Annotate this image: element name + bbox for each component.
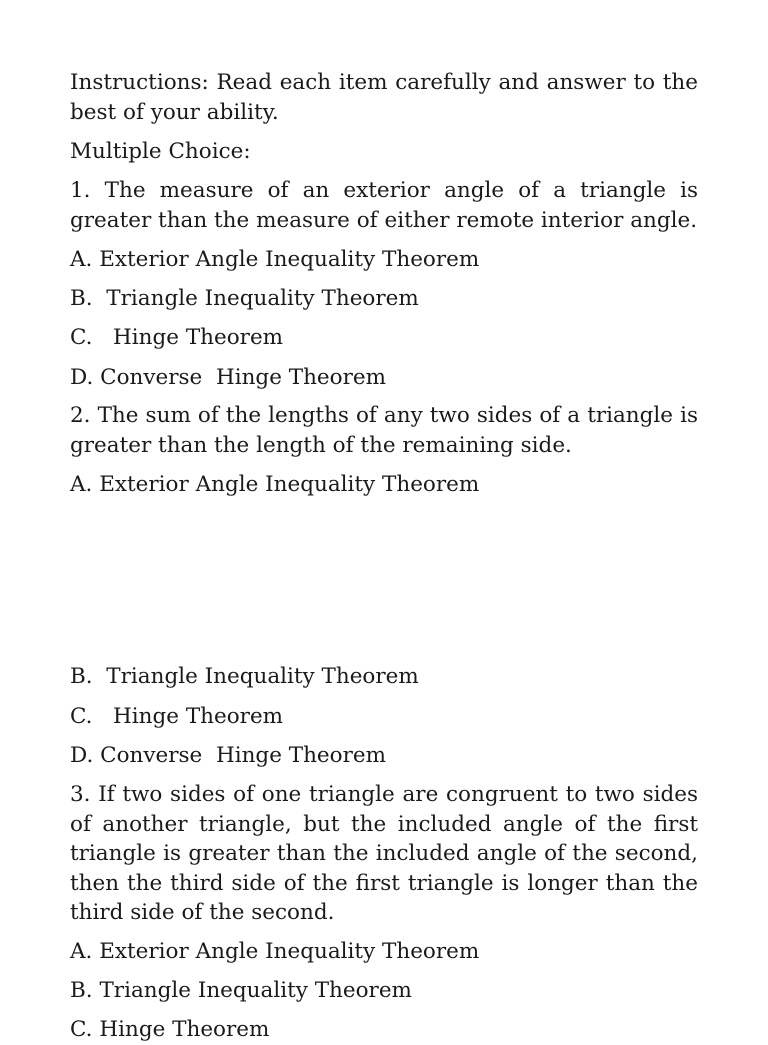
instructions-text: Instructions: Read each item carefully and answer to the best of your ability. [70,70,705,125]
question-1-option-c: C. Hinge Theorem [70,325,284,350]
question-2-option-b: B. Triangle Inequality Theorem [70,664,419,689]
question-1-option-a: A. Exterior Angle Inequality Theorem [70,247,480,272]
question-3-option-c: C. Hinge Theorem [70,1017,270,1042]
question-1-option-b: B. Triangle Inequality Theorem [70,286,419,311]
question-3-option-a: A. Exterior Angle Inequality Theorem [70,939,480,964]
question-1-stem: 1. The measure of an exterior angle of a triangle is greater than the measure of either remote interior angle. [70,178,705,233]
question-2-stem: 2. The sum of the lengths of any two sides of a triangle is greater than the length of the remaining side. [70,403,705,458]
question-1-option-d: D. Converse Hinge Theorem [70,365,386,390]
question-2-option-a: A. Exterior Angle Inequality Theorem [70,472,480,497]
section-title: Multiple Choice: [70,139,251,164]
question-2-option-d: D. Converse Hinge Theorem [70,743,386,768]
question-3-option-b: B. Triangle Inequality Theorem [70,978,412,1003]
question-2-option-c: C. Hinge Theorem [70,704,284,729]
question-3-stem: 3. If two sides of one triangle are congruent to two sides of another triangle, but the included angle of the first triangle is greater than the included angle of the second, then the third side of the first triangle is longer than the third side of the second. [70,782,705,925]
